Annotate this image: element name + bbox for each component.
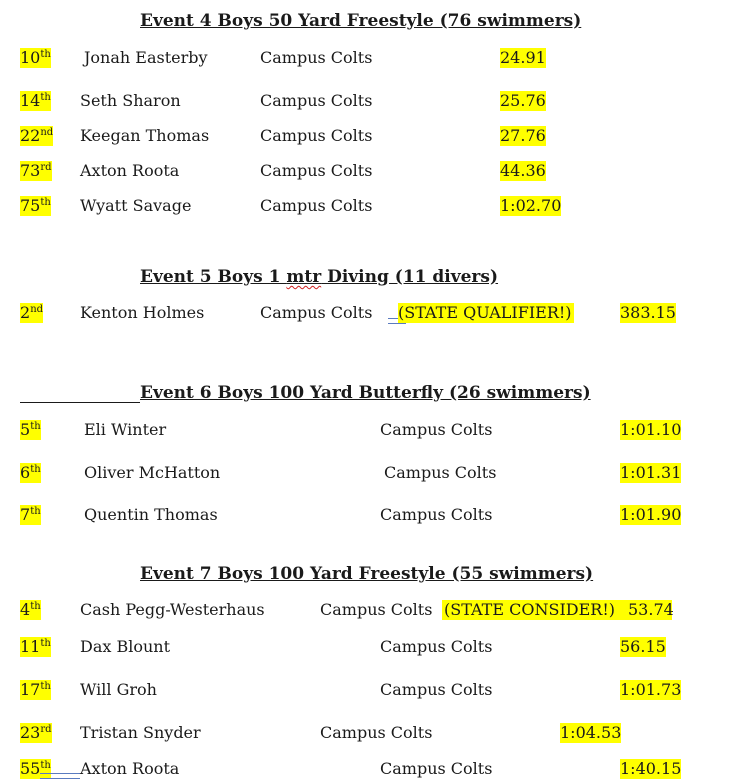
team-name: Campus Colts — [380, 680, 493, 699]
swimmer-name: Cash Pegg-Westerhaus — [80, 600, 265, 619]
team-name: Campus Colts — [380, 637, 493, 656]
result-score: 383.15 — [620, 303, 676, 322]
team-name: Campus Colts — [380, 420, 493, 439]
state-qualifier-note: (STATE QUALIFIER!) — [398, 303, 572, 322]
result-time: 1:01.73 — [620, 680, 682, 699]
result-time: 1:01.90 — [620, 505, 682, 524]
swimmer-name: Keegan Thomas — [80, 126, 210, 145]
result-time: 1:01.31 — [620, 463, 682, 482]
underline-rule — [20, 402, 140, 403]
team-name: Campus Colts — [260, 161, 373, 180]
swimmer-name: Wyatt Savage — [80, 196, 192, 215]
place: 2nd — [20, 303, 44, 322]
place: 22nd — [20, 126, 54, 145]
team-name: Campus Colts — [384, 463, 497, 482]
place: 23rd — [20, 723, 52, 742]
swimmer-name: Will Groh — [80, 680, 157, 699]
team-name: Campus Colts — [260, 126, 373, 145]
place: 11th — [20, 637, 51, 656]
place: 73rd — [20, 161, 52, 180]
swimmer-name: Jonah Easterby — [84, 48, 208, 67]
place: 10th — [20, 48, 51, 67]
place: 17th — [20, 680, 51, 699]
place: 6th — [20, 463, 41, 482]
event-title: Event 6 Boys 100 Yard Butterfly (26 swimmers) — [140, 383, 591, 403]
team-name: Campus Colts — [260, 196, 373, 215]
swimmer-name: Axton Roota — [80, 161, 180, 180]
result-time: 53.74 — [628, 600, 674, 619]
result-time: 24.91 — [500, 48, 546, 67]
swimmer-name: Axton Roota — [80, 759, 180, 778]
state-consider-note: (STATE CONSIDER!) — [444, 600, 615, 619]
place: 75th — [20, 196, 51, 215]
result-time: 1:40.15 — [620, 759, 682, 778]
team-name: Campus Colts — [380, 505, 493, 524]
swimmer-name: Eli Winter — [84, 420, 167, 439]
team-name: Campus Colts — [260, 48, 373, 67]
diver-name: Kenton Holmes — [80, 303, 205, 322]
swimmer-name: Tristan Snyder — [80, 723, 201, 742]
team-name: Campus Colts — [260, 91, 373, 110]
place: 5th — [20, 420, 41, 439]
result-time: 56.15 — [620, 637, 666, 656]
team-name: Campus Colts — [380, 759, 493, 778]
event-title: Event 5 Boys 1 mtr Diving (11 divers) — [140, 267, 499, 287]
double-underline-mark — [40, 773, 80, 779]
swimmer-name: Seth Sharon — [80, 91, 181, 110]
result-time: 1:04.53 — [560, 723, 622, 742]
swimmer-name: Quentin Thomas — [84, 505, 218, 524]
result-time: 25.76 — [500, 91, 546, 110]
result-time: 27.76 — [500, 126, 546, 145]
place: 55th — [20, 759, 51, 778]
place: 14th — [20, 91, 51, 110]
event-title: Event 7 Boys 100 Yard Freestyle (55 swimmers) — [140, 564, 594, 584]
team-name: Campus Colts — [260, 303, 373, 322]
place: 4th — [20, 600, 41, 619]
team-name: Campus Colts — [320, 723, 433, 742]
swimmer-name: Dax Blount — [80, 637, 171, 656]
event-title: Event 4 Boys 50 Yard Freestyle (76 swimmers) — [140, 11, 582, 31]
result-time: 1:01.10 — [620, 420, 682, 439]
result-time: 1:02.70 — [500, 196, 562, 215]
place: 7th — [20, 505, 41, 524]
result-time: 44.36 — [500, 161, 546, 180]
swimmer-name: Oliver McHatton — [84, 463, 221, 482]
team-name: Campus Colts — [320, 600, 433, 619]
